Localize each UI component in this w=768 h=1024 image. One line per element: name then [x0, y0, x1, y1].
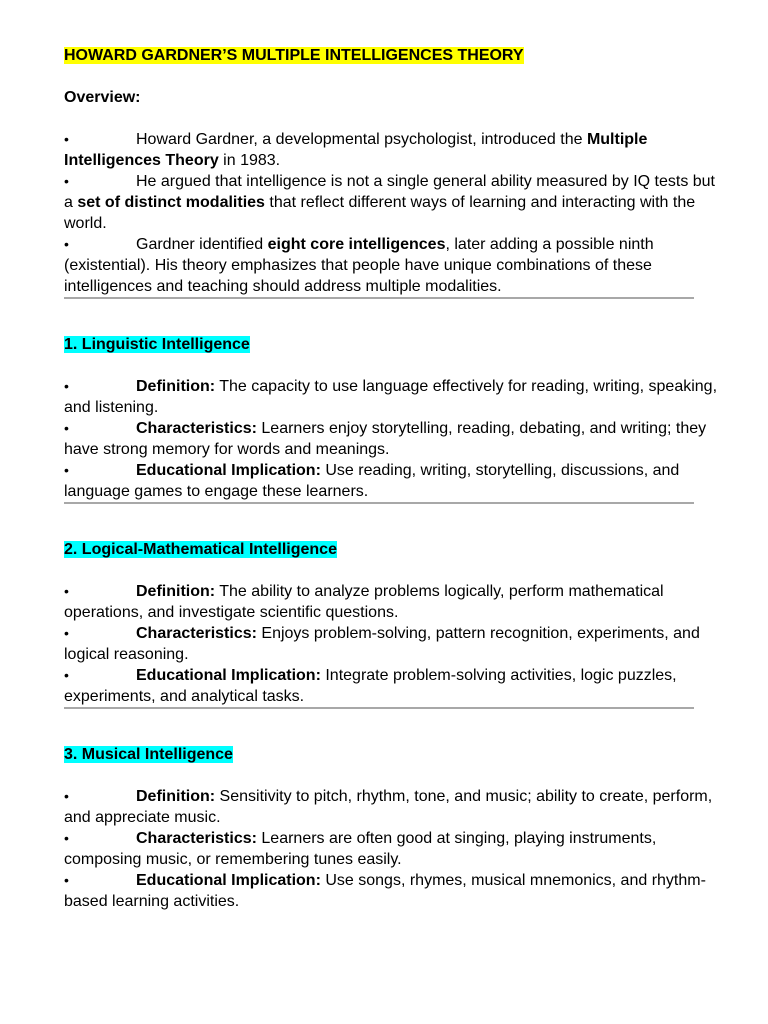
- bullet: •: [64, 462, 69, 478]
- section-heading: 1. Linguistic Intelligence: [64, 336, 250, 353]
- bullet: •: [64, 420, 69, 436]
- list-item: • Educational Implication: Integrate problem-solving activities, logic puzzles, experiments, and analytical tasks.: [64, 667, 677, 705]
- list-item: • Educational Implication: Use songs, rhymes, musical mnemonics, and rhythm-based learning activities.: [64, 872, 706, 910]
- section-list: [64, 786, 724, 912]
- bullet: •: [64, 625, 69, 641]
- bullet: •: [64, 872, 69, 888]
- bullet: •: [64, 667, 69, 683]
- section-heading: 3. Musical Intelligence: [64, 746, 233, 763]
- bullet: •: [64, 378, 69, 394]
- list-item: • He argued that intelligence is not a single general ability measured by IQ tests but a set of distinct modalities that reflect different ways of learning and interacting with the world.: [64, 173, 715, 232]
- section-heading: 2. Logical-Mathematical Intelligence: [64, 541, 337, 558]
- horizontal-rule: [64, 707, 694, 709]
- list-item: • Definition: Sensitivity to pitch, rhythm, tone, and music; ability to create, perform, and appreciate music.: [64, 788, 713, 826]
- overview-list: [64, 129, 724, 297]
- bullet: •: [64, 131, 69, 147]
- bullet: •: [64, 583, 69, 599]
- horizontal-rule: [64, 502, 694, 504]
- bullet: •: [64, 236, 69, 252]
- section-list: [64, 581, 724, 707]
- list-item: • Definition: The ability to analyze problems logically, perform mathematical operations, and investigate scientific questions.: [64, 583, 664, 621]
- horizontal-rule: [64, 297, 694, 299]
- bullet: •: [64, 830, 69, 846]
- section-list: [64, 376, 724, 502]
- list-item: • Characteristics: Enjoys problem-solving, pattern recognition, experiments, and logical reasoning.: [64, 625, 700, 663]
- document-title: [64, 45, 724, 66]
- overview-label: Overview:: [64, 89, 141, 106]
- list-item: • Characteristics: Learners enjoy storytelling, reading, debating, and writing; they have strong memory for words and meanings.: [64, 420, 707, 458]
- list-item: • Definition: The capacity to use language effectively for reading, writing, speaking, and listening.: [64, 378, 718, 416]
- bullet: •: [64, 788, 69, 804]
- list-item: • Howard Gardner, a developmental psychologist, introduced the Multiple Intelligences Theory in 1983.: [64, 131, 648, 169]
- list-item: • Gardner identified eight core intelligences, later adding a possible ninth (existential). His theory emphasizes that people have unique combinations of these intelligences and teaching should address multiple modalities.: [64, 236, 654, 295]
- bullet: •: [64, 173, 69, 189]
- list-item: • Characteristics: Learners are often good at singing, playing instruments, composing music, or remembering tunes easily.: [64, 830, 657, 868]
- list-item: • Educational Implication: Use reading, writing, storytelling, discussions, and language games to engage these learners.: [64, 462, 680, 500]
- document-body: [64, 45, 724, 912]
- title-highlight: HOWARD GARDNER’S MULTIPLE INTELLIGENCES THEORY: [64, 47, 524, 64]
